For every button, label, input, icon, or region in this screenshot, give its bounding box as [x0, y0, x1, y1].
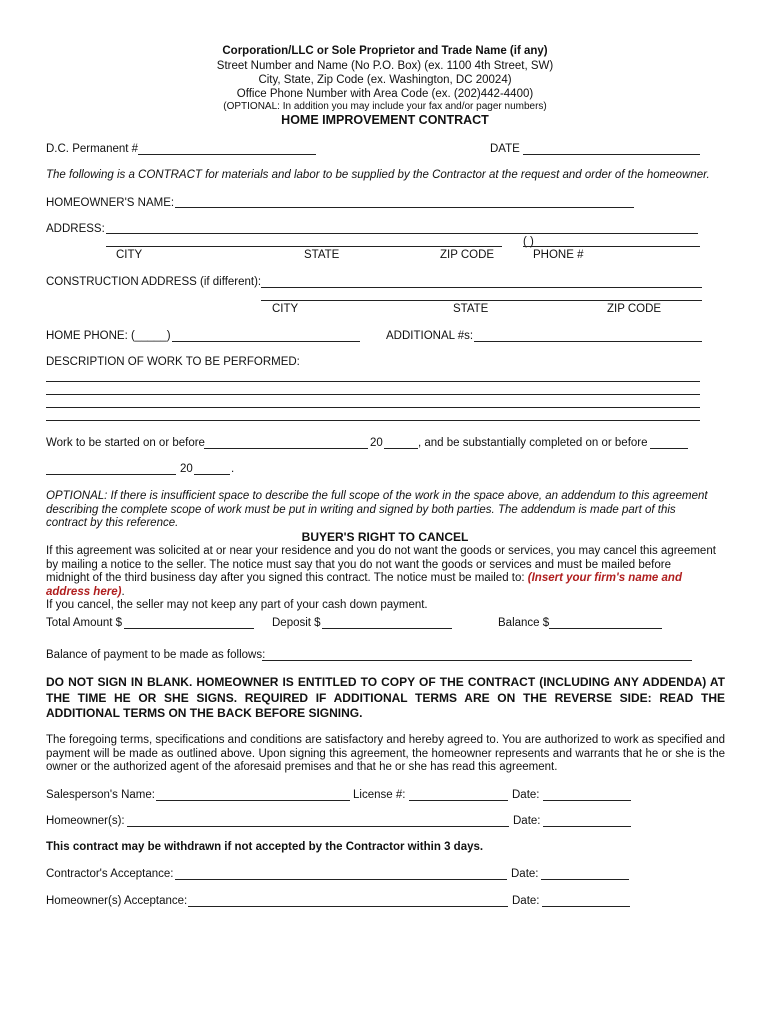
state-label-2: STATE: [453, 303, 489, 315]
date-field[interactable]: [523, 154, 700, 155]
header-optional-note: (OPTIONAL: In addition you may include your fax and/or pager numbers): [223, 101, 547, 112]
phone-label: PHONE #: [533, 249, 584, 261]
balance-label: Balance $: [498, 617, 550, 629]
homeowner-name-label: HOMEOWNER'S NAME:: [46, 197, 175, 209]
city-label-2: CITY: [272, 303, 299, 315]
salesperson-date-label: Date:: [512, 789, 540, 801]
address-label: ADDRESS:: [46, 223, 105, 235]
description-line-1[interactable]: [46, 381, 700, 382]
homeowner-acceptance-date-field[interactable]: [542, 906, 630, 907]
salesperson-date-field[interactable]: [543, 800, 631, 801]
homeowners-date-field[interactable]: [543, 826, 631, 827]
construction-address-field[interactable]: [261, 287, 702, 288]
cancel-text: If this agreement was solicited at or near your residence and you do not want the goods or services, you may cancel this agreement by mailing a notice to the seller. The notice must say that you do not want the goods or services and must be mailed before midnight of the third business day after you signed this contract. The notice must be mailed to:: [46, 545, 716, 584]
contractor-date-field[interactable]: [541, 879, 629, 880]
address-field[interactable]: [106, 233, 698, 234]
homeowners-date-label: Date:: [513, 815, 541, 827]
balance-payment-label: Balance of payment to be made as follows:: [46, 649, 266, 661]
contractor-acceptance-label: Contractor's Acceptance:: [46, 868, 174, 880]
dc-permanent-field[interactable]: [138, 154, 316, 155]
work-start-date-field[interactable]: [204, 448, 368, 449]
address-city-state-zip-field[interactable]: [106, 246, 502, 247]
city-label: CITY: [116, 249, 143, 261]
description-line-4[interactable]: [46, 420, 700, 421]
zip-label: ZIP CODE: [440, 249, 495, 261]
homeowner-name-field[interactable]: [175, 207, 634, 208]
terms-paragraph: The foregoing terms, specifications and conditions are satisfactory and hereby agreed to. You are authorized to work as specified and payment will be made as outlined above. Upon signing this agreement, the homeowner represents and warrants that he or she is the owner or the authorized agent of the aforesaid premises and that he or she has read this agreement.: [46, 734, 725, 773]
license-field[interactable]: [409, 800, 508, 801]
balance-payment-field[interactable]: [262, 660, 692, 661]
salesperson-label: Salesperson's Name:: [46, 789, 155, 801]
description-line-2[interactable]: [46, 394, 700, 395]
work-complete-year-field[interactable]: [194, 474, 230, 475]
work-start-year-prefix: 20: [370, 437, 383, 449]
contractor-acceptance-field[interactable]: [175, 879, 507, 880]
balance-field[interactable]: [549, 628, 662, 629]
homeowners-label: Homeowner(s):: [46, 815, 125, 827]
work-completed-label: , and be substantially completed on or before: [418, 437, 648, 449]
work-started-label: Work to be started on or before: [46, 437, 205, 449]
home-phone-label: HOME PHONE: (_____): [46, 330, 171, 342]
additional-field[interactable]: [474, 341, 702, 342]
insert-firm-note: (Insert your firm's name and address here): [46, 572, 682, 598]
cancel-end-text: If you cancel, the seller may not keep any part of your cash down payment.: [46, 599, 428, 611]
header-line-4: Office Phone Number with Area Code (ex. (202)442-4400): [236, 88, 534, 100]
total-amount-label: Total Amount $: [46, 617, 123, 629]
page-title: HOME IMPROVEMENT CONTRACT: [281, 113, 489, 127]
dc-permanent-label: D.C. Permanent #: [46, 143, 139, 155]
work-complete-date-field[interactable]: [650, 448, 688, 449]
description-label: DESCRIPTION OF WORK TO BE PERFORMED:: [46, 356, 300, 368]
description-line-3[interactable]: [46, 407, 700, 408]
header-line-3: City, State, Zip Code (ex. Washington, DC 20024): [258, 74, 512, 86]
homeowner-acceptance-label: Homeowner(s) Acceptance:: [46, 895, 188, 907]
homeowners-field[interactable]: [127, 826, 509, 827]
salesperson-field[interactable]: [156, 800, 350, 801]
work-complete-year-prefix: 20: [180, 463, 193, 475]
construction-city-state-zip-field[interactable]: [261, 300, 702, 301]
cancel-paragraph: If this agreement was solicited at or near your residence and you do not want the goods or services, you may cancel this agreement by mailing a notice to the seller. The notice must say that you do not want the goods or services and must be mailed before midnight of the third business day after you signed this contract. The notice must be mailed to: (Insert your firm's name and address here). If you cancel, the seller may not keep any part of your cash down payment.: [46, 545, 716, 611]
state-label: STATE: [304, 249, 340, 261]
license-label: License #:: [353, 789, 406, 801]
homeowner-acceptance-field[interactable]: [188, 906, 508, 907]
homeowner-acceptance-date-label: Date:: [512, 895, 540, 907]
date-label: DATE: [490, 143, 520, 155]
optional-addendum-note: OPTIONAL: If there is insufficient space to describe the full scope of the work in the space above, an addendum to this agreement describing the complete scope of work must be put in writing and signed by both parties. The addendum is made part of this contract by this reference.: [46, 490, 708, 529]
work-complete-date-field-2[interactable]: [46, 474, 176, 475]
phone-area-code: ( ): [523, 236, 534, 248]
construction-address-label: CONSTRUCTION ADDRESS (if different):: [46, 276, 262, 288]
withdrawn-note: This contract may be withdrawn if not accepted by the Contractor within 3 days.: [46, 841, 484, 853]
deposit-label: Deposit $: [272, 617, 321, 629]
cancel-heading: BUYER'S RIGHT TO CANCEL: [301, 530, 469, 544]
total-amount-field[interactable]: [124, 628, 254, 629]
work-start-year-field[interactable]: [384, 448, 418, 449]
additional-label: ADDITIONAL #s:: [386, 330, 474, 342]
home-phone-field[interactable]: [172, 341, 360, 342]
deposit-field[interactable]: [322, 628, 452, 629]
header-line-1: Corporation/LLC or Sole Proprietor and Trade Name (if any): [222, 45, 548, 57]
zip-label-2: ZIP CODE: [607, 303, 662, 315]
sign-warning: DO NOT SIGN IN BLANK. HOMEOWNER IS ENTITLED TO COPY OF THE CONTRACT (INCLUDING ANY ADDENDA) AT THE TIME HE OR SHE SIGNS. REQUIRED IF ADDITIONAL TERMS ARE ON THE REVERSE SIDE: READ THE ADDITIONAL TERMS ON THE BACK BEFORE SIGNING.: [46, 675, 725, 720]
work-complete-period: .: [231, 463, 235, 475]
contract-intro: The following is a CONTRACT for materials and labor to be supplied by the Contractor at the request and order of the homeowner.: [46, 169, 710, 181]
phone-field[interactable]: [523, 246, 700, 247]
header-line-2: Street Number and Name (No P.O. Box) (ex. 1100 4th Street, SW): [216, 60, 554, 72]
contractor-date-label: Date:: [511, 868, 539, 880]
